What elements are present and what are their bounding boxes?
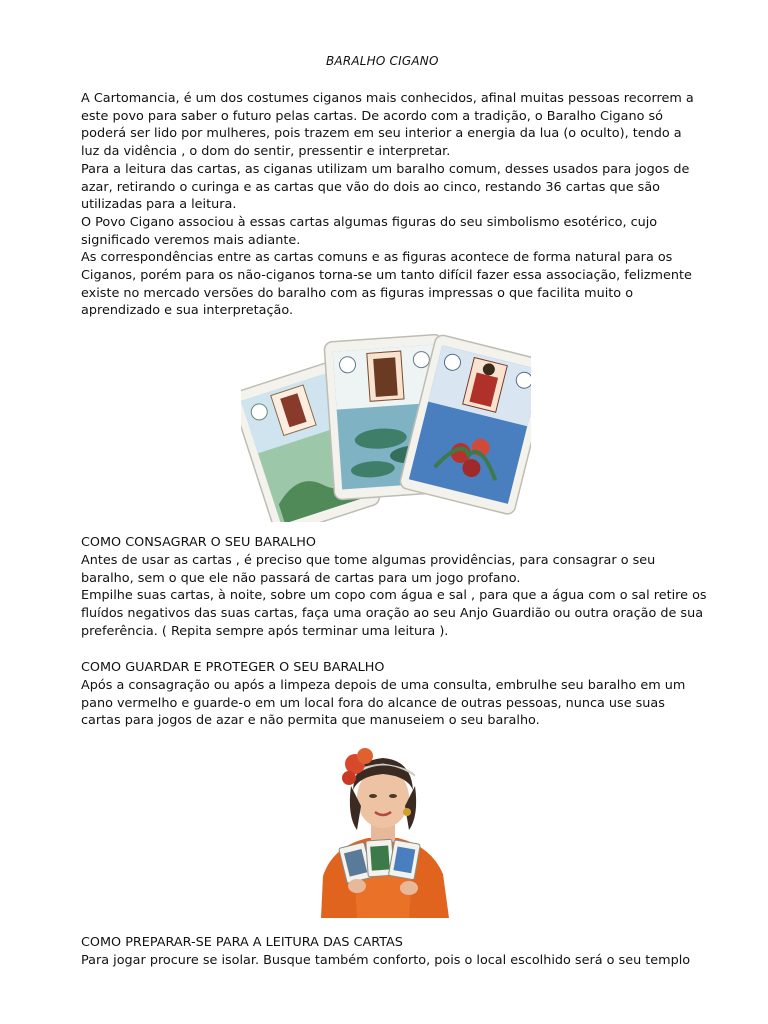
section-paragraph-preparar bbox=[81, 952, 693, 970]
text-line: Após a consagração ou após a limpeza depois de uma consulta, embrulhe seu baralho em um bbox=[81, 678, 686, 693]
text-line: significado veremos mais adiante. bbox=[81, 232, 301, 248]
gypsy-woman-illustration bbox=[313, 746, 453, 918]
text-line: fluídos negativos das suas cartas, faça uma oração ao seu Anjo Guardião ou outra oração de sua bbox=[81, 606, 704, 622]
text-line: poderá ser lido por mulheres, pois trazem em seu interior a energia da lua (o oculto), tendo a bbox=[81, 126, 682, 142]
text-line: baralho, sem o que ele não passará de cartas para um jogo profano. bbox=[81, 570, 521, 586]
text-line: Ciganos, porém para os não-ciganos torna-se um tanto difícil fazer essa associação, felizmente bbox=[81, 268, 692, 284]
section-paragraph-consagrar bbox=[81, 552, 707, 641]
text-line: preferência. ( Repita sempre após terminar uma leitura ). bbox=[81, 623, 449, 639]
text-line: Antes de usar as cartas , é preciso que tome algumas providências, para consagrar o seu bbox=[81, 553, 656, 568]
document-title: BARALHO CIGANO bbox=[326, 54, 439, 68]
text-line: utilizadas para a leitura. bbox=[81, 197, 237, 213]
cigano-cards-illustration bbox=[241, 332, 531, 522]
section-heading-preparar: COMO PREPARAR-SE PARA A LEITURA DAS CARTAS bbox=[81, 935, 403, 950]
text-line: cartas para jogos de azar e não permita que manuseiem o seu baralho. bbox=[81, 713, 540, 729]
intro-paragraph bbox=[81, 90, 693, 320]
text-line: Para jogar procure se isolar. Busque também conforto, pois o local escolhido será o seu templo bbox=[81, 953, 691, 968]
text-line: pano vermelho e guarde-o em um local fora do alcance de outras pessoas, nunca use suas bbox=[81, 695, 665, 711]
text-line: este povo para saber o futuro pelas cartas. De acordo com a tradição, o Baralho Cigano só bbox=[81, 108, 663, 124]
text-line: Para a leitura das cartas, as ciganas utilizam um baralho comum, desses usados para jogos de bbox=[81, 161, 690, 177]
text-line: azar, retirando o curinga e as cartas que vão do dois ao cinco, restando 36 cartas que são bbox=[81, 179, 661, 195]
text-line: As correspondências entre as cartas comuns e as figuras acontece de forma natural para os bbox=[81, 250, 673, 266]
text-line: aprendizado e sua interpretação. bbox=[81, 303, 294, 319]
text-line: luz da vidência , o dom do sentir, pressentir e interpretar. bbox=[81, 144, 451, 160]
section-heading-guardar: COMO GUARDAR E PROTEGER O SEU BARALHO bbox=[81, 660, 385, 675]
text-line: Empilhe suas cartas, à noite, sobre um copo com água e sal , para que a água com o sal retire os bbox=[81, 588, 707, 604]
section-paragraph-guardar bbox=[81, 677, 693, 730]
section-heading-consagrar: COMO CONSAGRAR O SEU BARALHO bbox=[81, 535, 316, 550]
text-line: O Povo Cigano associou à essas cartas algumas figuras do seu simbolismo esotérico, cujo bbox=[81, 214, 658, 230]
text-line: A Cartomancia, é um dos costumes ciganos mais conhecidos, afinal muitas pessoas recorrem a bbox=[81, 91, 694, 106]
text-line: existe no mercado versões do baralho com as figuras impressas o que facilita muito o bbox=[81, 285, 634, 301]
